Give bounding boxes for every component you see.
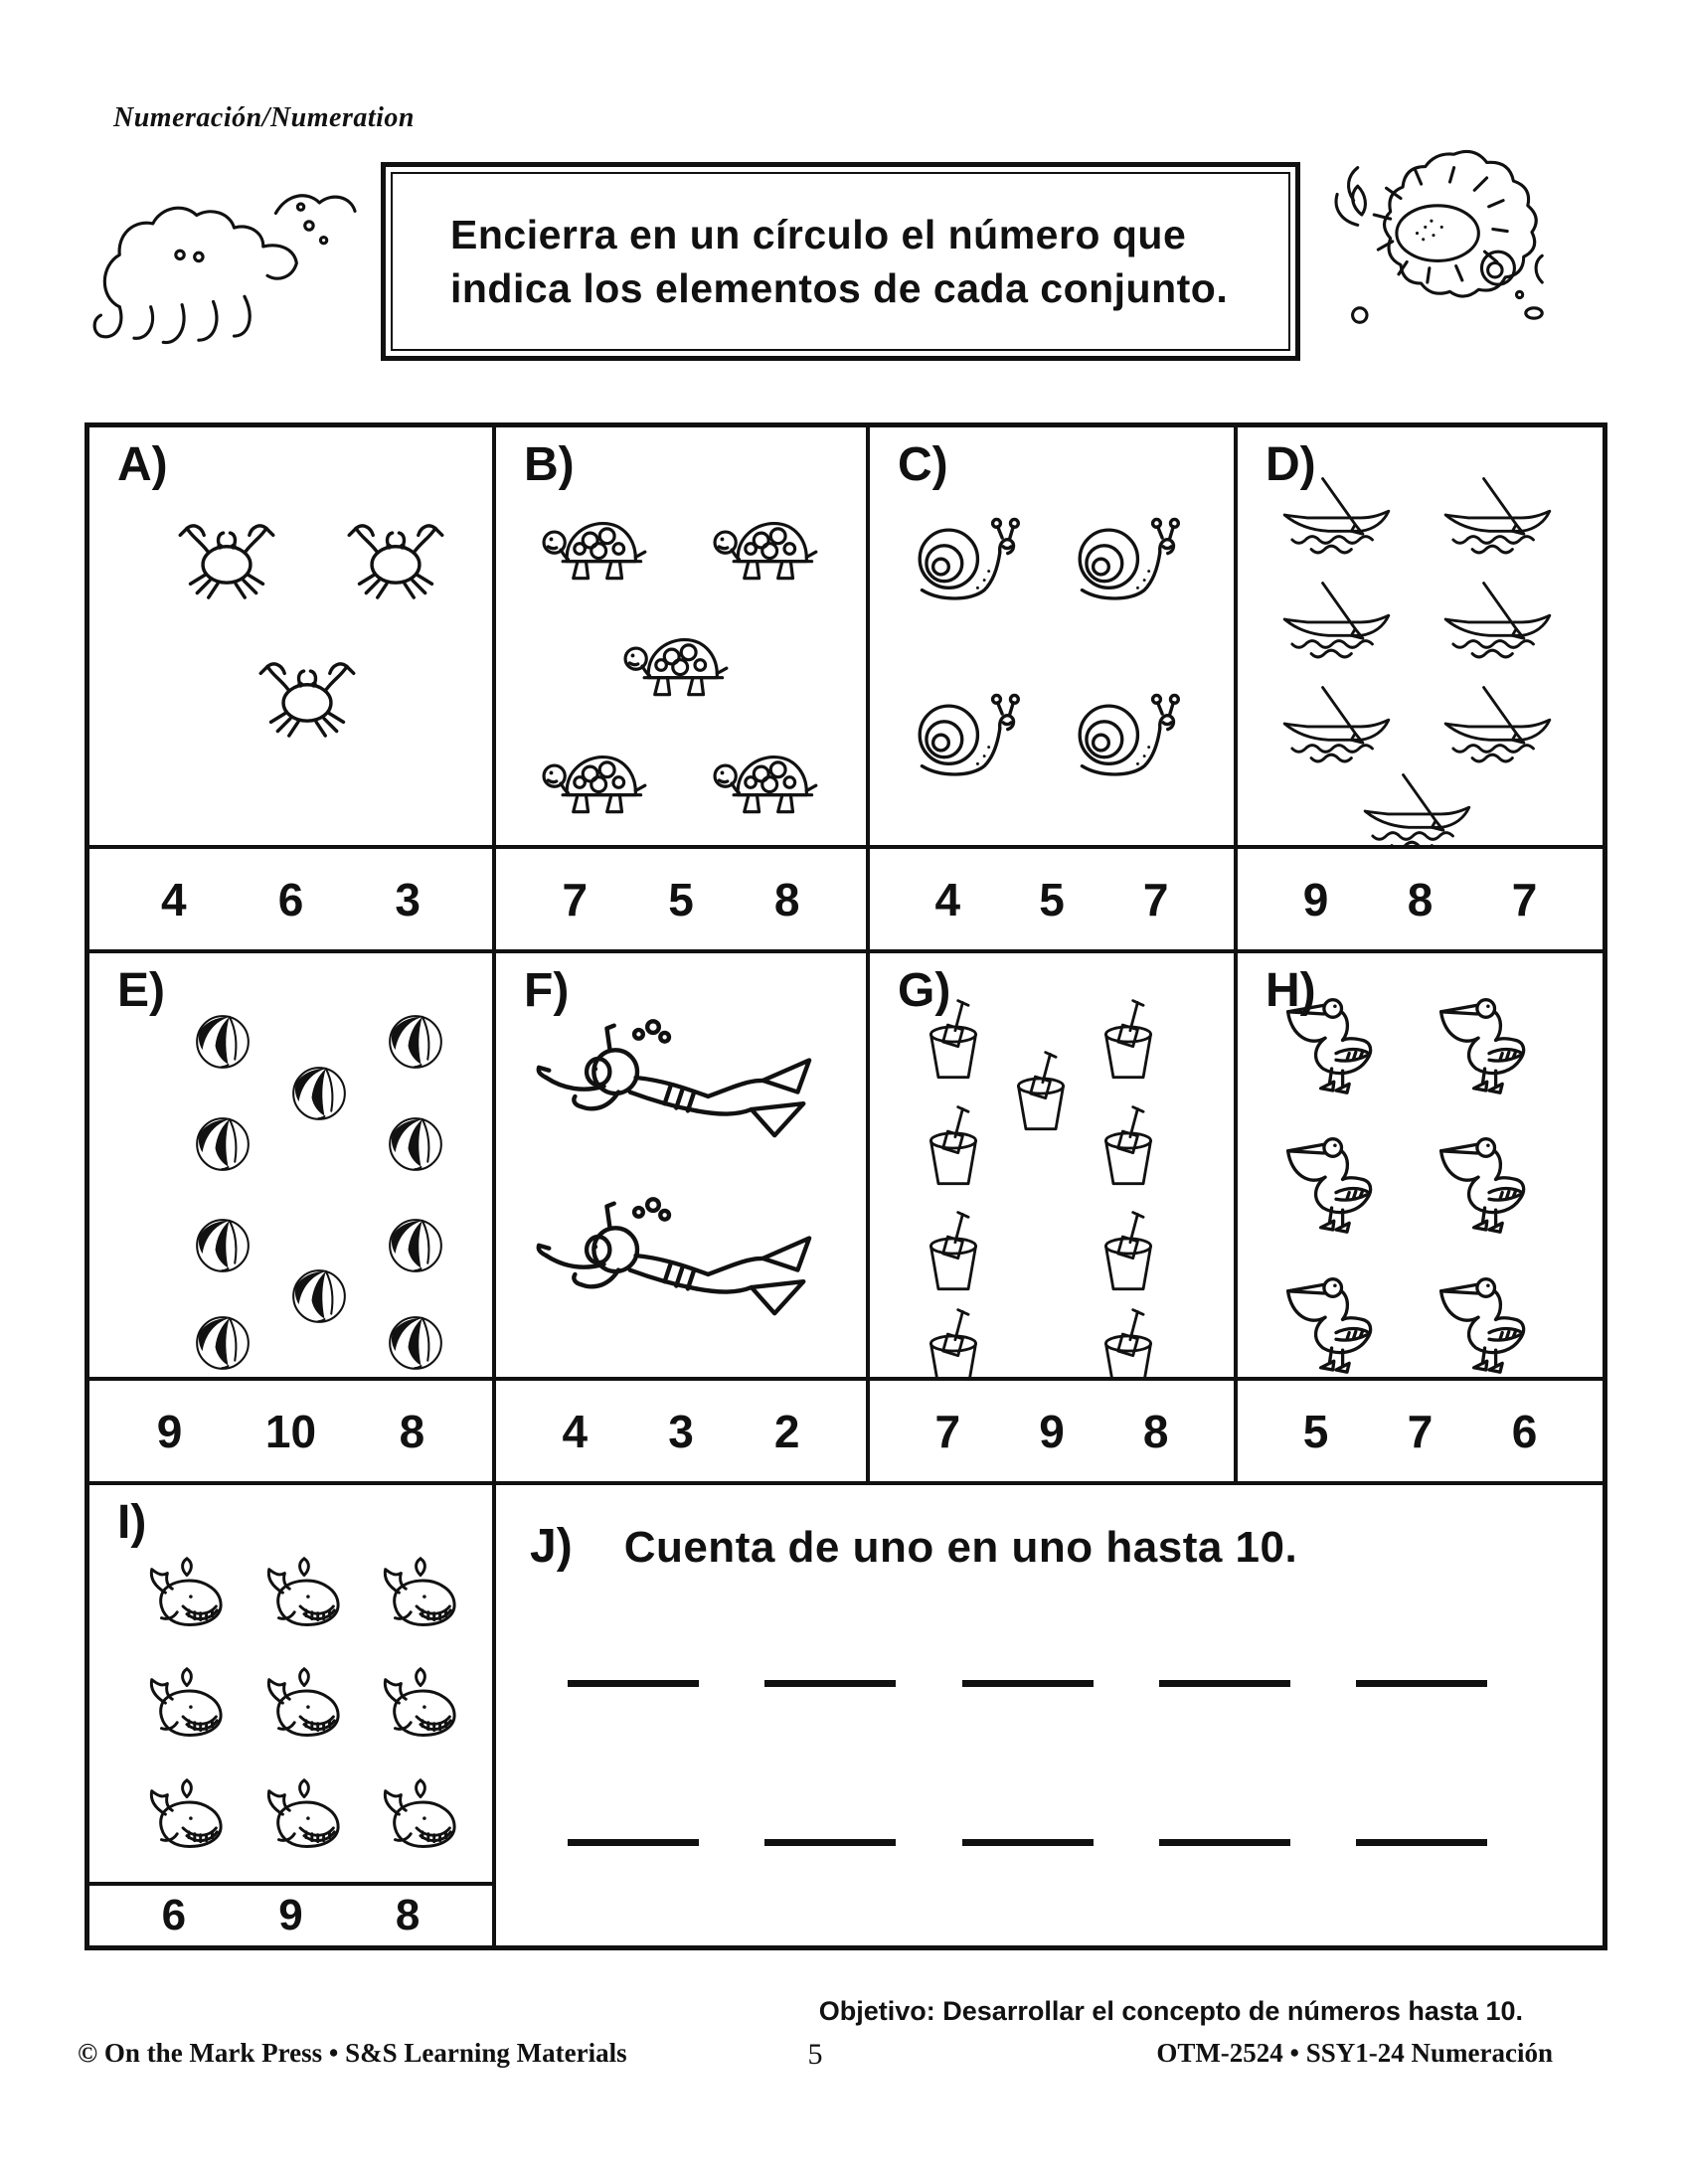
snail-icon <box>1064 677 1185 788</box>
option-g-3[interactable]: 8 <box>1142 1405 1169 1457</box>
diver-icon <box>512 1192 858 1351</box>
crab-icon <box>332 500 459 613</box>
set-h-label: H) <box>1266 964 1316 1017</box>
answer-blank[interactable] <box>764 1680 896 1687</box>
option-i-3[interactable]: 8 <box>395 1891 421 1939</box>
pail-icon <box>907 1300 1000 1377</box>
set-b-label: B) <box>524 438 575 491</box>
task-j-cell <box>492 1481 1603 1945</box>
answer-blank[interactable] <box>962 1680 1094 1687</box>
pail-icon <box>907 1203 1000 1304</box>
boat-icon <box>1275 676 1397 771</box>
option-f-1[interactable]: 4 <box>562 1405 589 1457</box>
set-e-label: E) <box>117 964 165 1017</box>
option-e-1[interactable]: 9 <box>156 1405 183 1457</box>
turtle-icon <box>706 496 827 601</box>
set-d-label: D) <box>1266 438 1316 491</box>
turtle-icon <box>706 730 827 835</box>
option-a-3[interactable]: 3 <box>395 873 421 925</box>
whale-icon <box>246 1662 361 1760</box>
boat-icon <box>1436 676 1558 771</box>
option-e-3[interactable]: 8 <box>399 1405 425 1457</box>
option-e-2[interactable]: 10 <box>264 1405 317 1457</box>
sea-anemone-art <box>1300 137 1567 356</box>
footer-code: OTM-2524 • SSY1-24 Numeración <box>1156 2038 1553 2068</box>
ball-icon <box>189 1110 256 1178</box>
option-f-2[interactable]: 3 <box>668 1405 694 1457</box>
pail-icon <box>994 1043 1088 1144</box>
set-g-cell <box>866 949 1234 1377</box>
option-d-1[interactable]: 9 <box>1302 873 1329 925</box>
set-d-cell <box>1234 427 1603 845</box>
set-i-label: I) <box>117 1496 147 1549</box>
whale-icon <box>128 1773 244 1871</box>
pail-icon <box>1082 1300 1175 1377</box>
answer-blank[interactable] <box>1356 1680 1487 1687</box>
ball-icon <box>189 1008 256 1076</box>
option-c-1[interactable]: 4 <box>934 873 961 925</box>
answer-blank[interactable] <box>568 1680 699 1687</box>
blank-row <box>568 1680 1487 1687</box>
set-e-cell <box>89 949 492 1377</box>
option-a-2[interactable]: 6 <box>277 873 304 925</box>
answer-blank[interactable] <box>962 1839 1094 1846</box>
footer-page-number: 5 <box>807 2038 823 2071</box>
ball-icon <box>382 1309 449 1377</box>
instruction-box <box>381 162 1300 361</box>
set-i-pictures-area <box>89 1485 492 1882</box>
ball-icon <box>382 1212 449 1279</box>
footer-copyright: © On the Mark Press • S&S Learning Materials <box>78 2038 627 2068</box>
option-d-2[interactable]: 8 <box>1407 873 1434 925</box>
task-j-prompt: Cuenta de uno en uno hasta 10. <box>623 1523 1298 1572</box>
turtle-icon <box>535 496 656 601</box>
option-i-2[interactable]: 9 <box>278 1891 303 1939</box>
snail-icon <box>904 677 1025 788</box>
page-header: Numeración/Numeration <box>113 102 415 133</box>
crab-icon <box>163 500 290 613</box>
pelican-icon <box>1435 1269 1544 1377</box>
pelican-icon <box>1435 1129 1544 1243</box>
ball-icon <box>382 1008 449 1076</box>
pail-icon <box>907 1097 1000 1199</box>
boat-icon <box>1275 572 1397 667</box>
set-h-cell <box>1234 949 1603 1377</box>
footer-line <box>78 2038 1553 2069</box>
set-a-options <box>89 845 492 949</box>
pail-icon <box>1082 991 1175 1092</box>
option-c-2[interactable]: 5 <box>1039 873 1065 925</box>
set-f-label: F) <box>524 964 570 1017</box>
diver-icon <box>512 1014 858 1173</box>
set-g-options <box>866 1377 1234 1481</box>
option-b-2[interactable]: 5 <box>668 873 694 925</box>
option-i-1[interactable]: 6 <box>161 1891 187 1939</box>
answer-blank[interactable] <box>568 1839 699 1846</box>
whale-icon <box>362 1552 477 1649</box>
ball-icon <box>189 1309 256 1377</box>
option-b-3[interactable]: 8 <box>773 873 800 925</box>
set-a-label: A) <box>117 438 168 491</box>
snail-icon <box>904 501 1025 612</box>
whale-icon <box>246 1773 361 1871</box>
footer-objective: Objetivo: Desarrollar el concepto de números hasta 10. <box>818 1996 1523 2026</box>
set-b-cell <box>492 427 866 845</box>
whale-icon <box>246 1552 361 1649</box>
answer-blank[interactable] <box>1159 1680 1290 1687</box>
set-h-options <box>1234 1377 1603 1481</box>
blank-row <box>568 1839 1487 1846</box>
set-e-options <box>89 1377 492 1481</box>
set-c-cell <box>866 427 1234 845</box>
answer-blank[interactable] <box>764 1839 896 1846</box>
answer-blanks <box>496 1485 1603 1945</box>
pail-icon <box>1082 1097 1175 1199</box>
exercise-grid <box>84 422 1607 1950</box>
set-g-label: G) <box>898 964 951 1017</box>
answer-blank[interactable] <box>1159 1839 1290 1846</box>
whale-icon <box>362 1662 477 1760</box>
option-h-3[interactable]: 6 <box>1511 1405 1538 1457</box>
task-j-label: J) <box>530 1520 573 1573</box>
set-i-cell <box>89 1481 492 1945</box>
boat-icon <box>1356 763 1477 845</box>
option-g-1[interactable]: 7 <box>934 1405 961 1457</box>
crab-icon <box>244 638 371 752</box>
option-h-1[interactable]: 5 <box>1302 1405 1329 1457</box>
set-i-options <box>89 1882 492 1945</box>
boat-icon <box>1436 572 1558 667</box>
set-c-label: C) <box>898 438 948 491</box>
snail-icon <box>1064 501 1185 612</box>
ball-icon <box>189 1212 256 1279</box>
option-g-2[interactable]: 9 <box>1039 1405 1065 1457</box>
turtle-icon <box>535 730 656 835</box>
set-c-options <box>866 845 1234 949</box>
pelican-icon <box>1281 1269 1391 1377</box>
set-b-options <box>492 845 866 949</box>
option-b-1[interactable]: 7 <box>562 873 589 925</box>
ball-icon <box>285 1262 353 1330</box>
set-i-pictures <box>89 1485 492 1882</box>
boat-icon <box>1436 467 1558 563</box>
set-f-cell <box>492 949 866 1377</box>
set-f-options <box>492 1377 866 1481</box>
instruction-line-1: Encierra en un círculo el número que <box>450 212 1187 257</box>
whale-icon <box>362 1773 477 1871</box>
option-f-3[interactable]: 2 <box>773 1405 800 1457</box>
octopus-splash-art <box>87 182 381 401</box>
whale-icon <box>128 1662 244 1760</box>
instruction-box-inner <box>391 172 1290 351</box>
pelican-icon <box>1435 990 1544 1103</box>
pelican-icon <box>1281 1129 1391 1243</box>
option-h-2[interactable]: 7 <box>1407 1405 1434 1457</box>
turtle-icon <box>616 612 738 718</box>
ball-icon <box>382 1110 449 1178</box>
pail-icon <box>1082 1203 1175 1304</box>
option-c-3[interactable]: 7 <box>1142 873 1169 925</box>
answer-blank[interactable] <box>1356 1839 1487 1846</box>
instruction-line-2: indica los elementos de cada conjunto. <box>450 265 1229 311</box>
ball-icon <box>285 1060 353 1127</box>
whale-icon <box>128 1552 244 1649</box>
set-a-cell <box>89 427 492 845</box>
option-a-1[interactable]: 4 <box>161 873 187 925</box>
option-d-3[interactable]: 7 <box>1511 873 1538 925</box>
set-d-options <box>1234 845 1603 949</box>
